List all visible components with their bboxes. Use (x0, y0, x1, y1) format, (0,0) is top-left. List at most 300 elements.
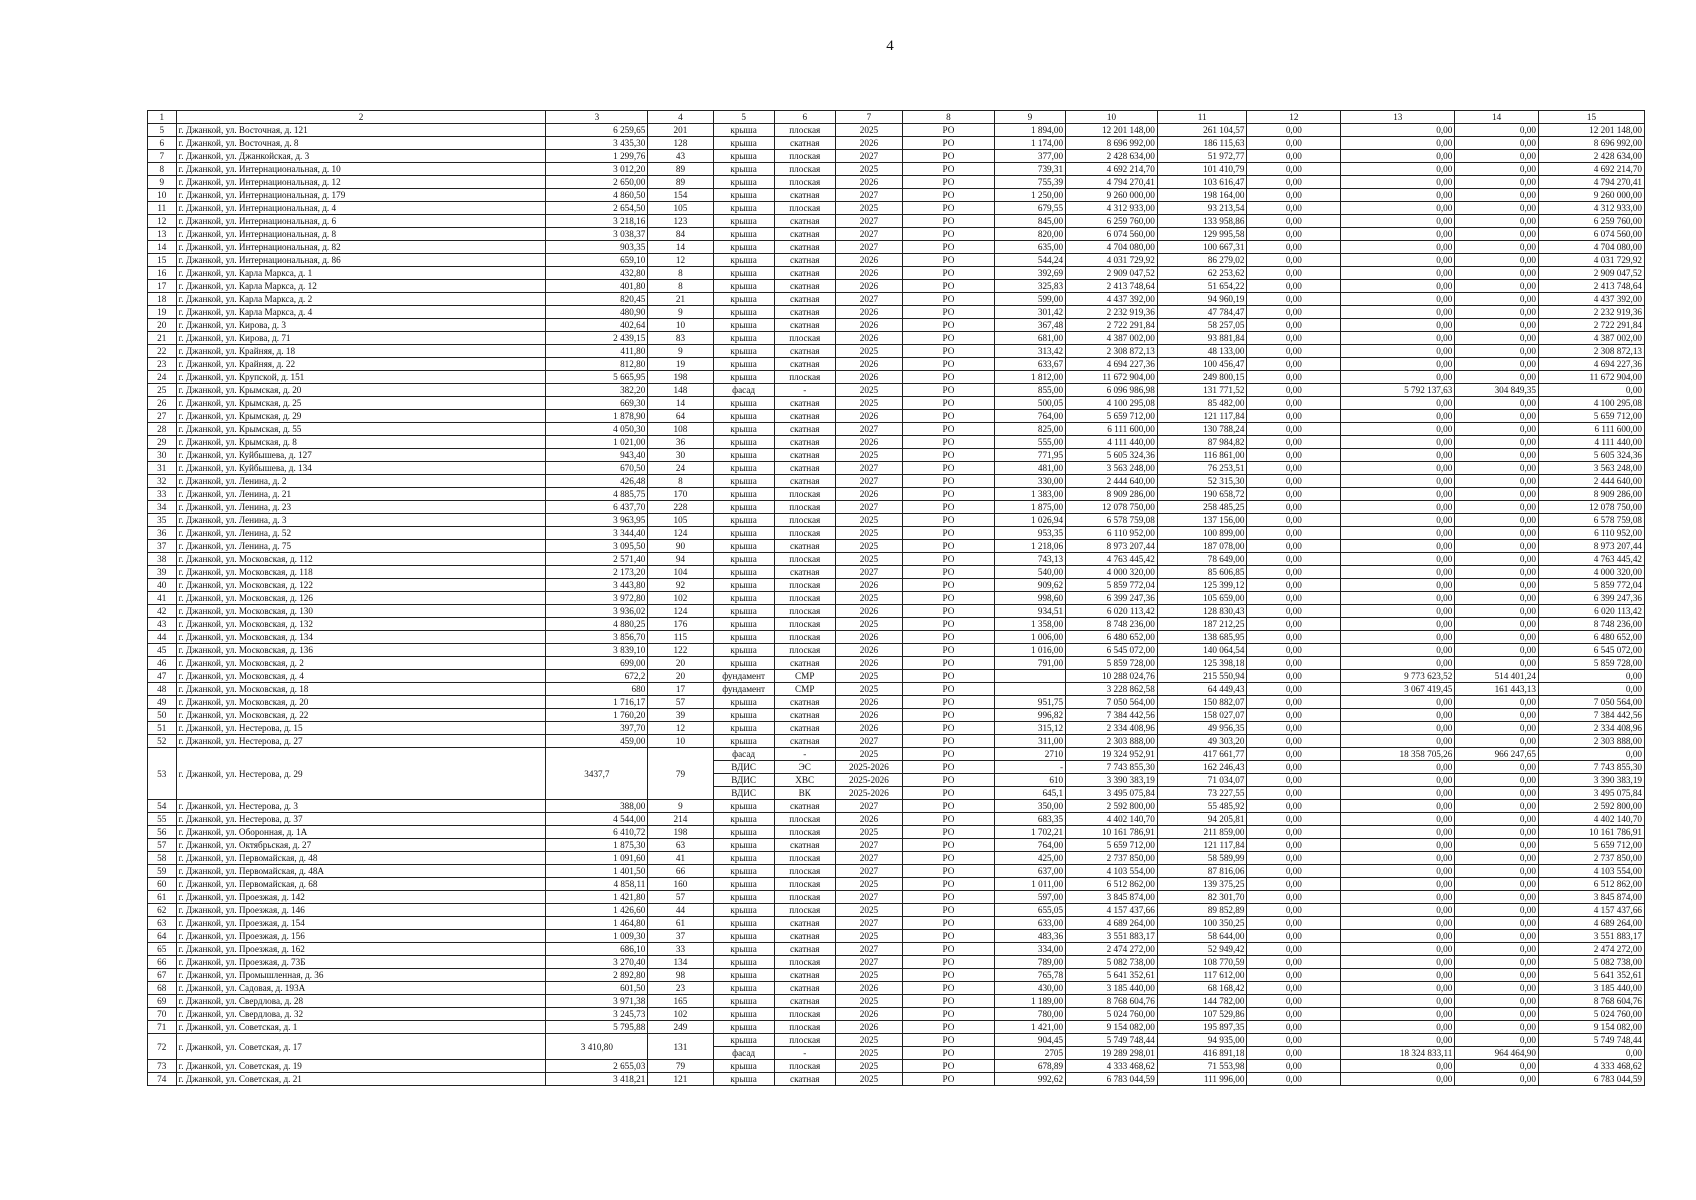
table-cell: 108 (648, 423, 713, 436)
table-cell: 2027 (835, 891, 902, 904)
table-cell: г. Джанкой, ул. Интернациональная, д. 6 (176, 215, 546, 228)
table-cell: крыша (713, 1021, 774, 1034)
table-cell: плоская (774, 501, 835, 514)
table-cell: 64 (648, 410, 713, 423)
table-cell: скатная (774, 267, 835, 280)
table-cell: 0,00 (1247, 618, 1341, 631)
table-cell: 5 859 728,00 (1538, 657, 1644, 670)
table-cell: плоская (774, 124, 835, 137)
table-cell: 1 009,30 (546, 930, 648, 943)
table-cell: 1 174,00 (994, 137, 1065, 150)
table-cell: 0,00 (1247, 280, 1341, 293)
table-cell: 128 (648, 137, 713, 150)
table-cell: РО (903, 774, 995, 787)
table-cell: крыша (713, 631, 774, 644)
table-cell: 4 437 392,00 (1066, 293, 1158, 306)
table-cell: 19 289 298,01 (1066, 1047, 1158, 1060)
table-cell: 0,00 (1341, 618, 1455, 631)
table-row (148, 267, 1645, 280)
table-cell: 144 782,00 (1157, 995, 1247, 1008)
table-cell: 2026 (835, 631, 902, 644)
table-cell: крыша (713, 345, 774, 358)
table-cell: РО (903, 514, 995, 527)
table-row (148, 371, 1645, 384)
table-cell: 52 315,30 (1157, 475, 1247, 488)
table-row (148, 358, 1645, 371)
table-row (148, 618, 1645, 631)
table-cell: 1 021,00 (546, 436, 648, 449)
table-cell: 190 658,72 (1157, 488, 1247, 501)
table-cell: крыша (713, 540, 774, 553)
column-header: 4 (648, 111, 713, 124)
table-cell: г. Джанкой, ул. Проезжая, д. 146 (176, 904, 546, 917)
table-row (148, 657, 1645, 670)
table-cell: крыша (713, 501, 774, 514)
table-row (148, 969, 1645, 982)
table-cell: 0,00 (1247, 254, 1341, 267)
table-cell: 9 154 082,00 (1538, 1021, 1644, 1034)
table-cell: 86 279,02 (1157, 254, 1247, 267)
table-row (148, 280, 1645, 293)
table-cell: РО (903, 709, 995, 722)
table-cell: 8 (648, 267, 713, 280)
table-cell: 1 250,00 (994, 189, 1065, 202)
table-cell: г. Джанкой, ул. Куйбышева, д. 134 (176, 462, 546, 475)
table-cell: 27 (148, 410, 177, 423)
table-cell: 0,00 (1341, 514, 1455, 527)
table-cell: 0,00 (1247, 735, 1341, 748)
table-cell: 2 722 291,84 (1066, 319, 1158, 332)
table-cell: 313,42 (994, 345, 1065, 358)
table-cell: крыша (713, 852, 774, 865)
table-cell: 0,00 (1455, 865, 1539, 878)
table-cell: РО (903, 722, 995, 735)
table-cell: 8 909 286,00 (1538, 488, 1644, 501)
table-cell: 0,00 (1341, 839, 1455, 852)
table-cell: скатная (774, 228, 835, 241)
table-cell: 0,00 (1247, 410, 1341, 423)
table-cell: 125 399,12 (1157, 579, 1247, 592)
table-cell: 48 (148, 683, 177, 696)
table-cell: 2 308 872,13 (1066, 345, 1158, 358)
table-cell: 2026 (835, 358, 902, 371)
table-row (148, 540, 1645, 553)
table-cell: РО (903, 137, 995, 150)
table-cell: 2027 (835, 501, 902, 514)
table-cell: 20 (648, 670, 713, 683)
repair-schedule-table (147, 110, 1645, 1086)
table-cell: 137 156,00 (1157, 514, 1247, 527)
table-cell: 78 649,00 (1157, 553, 1247, 566)
table-cell: г. Джанкой, ул. Московская, д. 126 (176, 592, 546, 605)
table-cell: 425,00 (994, 852, 1065, 865)
table-cell: РО (903, 462, 995, 475)
table-cell: 70 (148, 1008, 177, 1021)
table-cell: г. Джанкой, ул. Крымская, д. 25 (176, 397, 546, 410)
table-cell: РО (903, 475, 995, 488)
table-cell: 645,1 (994, 787, 1065, 800)
table-cell: РО (903, 397, 995, 410)
table-cell: 47 (148, 670, 177, 683)
table-cell: РО (903, 332, 995, 345)
table-cell: 0,00 (1455, 397, 1539, 410)
table-cell: 0,00 (1341, 436, 1455, 449)
table-cell: РО (903, 683, 995, 696)
table-cell: 2025 (835, 904, 902, 917)
table-cell: 83 (648, 332, 713, 345)
table-cell: скатная (774, 943, 835, 956)
table-cell: 0,00 (1455, 1008, 1539, 1021)
table-cell: 8 748 236,00 (1538, 618, 1644, 631)
table-cell: 25 (148, 384, 177, 397)
table-cell: 2 474 272,00 (1538, 943, 1644, 956)
table-cell: РО (903, 1021, 995, 1034)
table-cell: 36 (648, 436, 713, 449)
table-cell: ВДИС (713, 774, 774, 787)
table-cell: 377,00 (994, 150, 1065, 163)
table-cell: 72 (148, 1034, 177, 1060)
table-cell: РО (903, 618, 995, 631)
table-cell: 0,00 (1455, 163, 1539, 176)
table-cell: скатная (774, 410, 835, 423)
table-cell: 755,39 (994, 176, 1065, 189)
table-cell: 0,00 (1455, 267, 1539, 280)
table-cell: 4 103 554,00 (1538, 865, 1644, 878)
table-cell: крыша (713, 917, 774, 930)
table-cell: 9 154 082,00 (1066, 1021, 1158, 1034)
table-cell: 4 694 227,36 (1066, 358, 1158, 371)
table-cell: СМР (774, 683, 835, 696)
table-cell: 635,00 (994, 241, 1065, 254)
table-cell: крыша (713, 514, 774, 527)
table-cell: 3 435,30 (546, 137, 648, 150)
table-cell: 64 (148, 930, 177, 943)
table-cell: РО (903, 631, 995, 644)
table-cell: 100 667,31 (1157, 241, 1247, 254)
table-row (148, 995, 1645, 1008)
table-cell: 9 (648, 800, 713, 813)
table-cell: 791,00 (994, 657, 1065, 670)
table-cell: крыша (713, 1008, 774, 1021)
table-row (148, 1008, 1645, 1021)
table-cell: 0,00 (1455, 449, 1539, 462)
table-cell: плоская (774, 332, 835, 345)
table-cell: 0,00 (1247, 397, 1341, 410)
table-cell: 2025 (835, 1034, 902, 1047)
table-cell: 41 (148, 592, 177, 605)
table-cell: 0,00 (1455, 436, 1539, 449)
table-cell: г. Джанкой, ул. Карла Маркса, д. 1 (176, 267, 546, 280)
table-cell: крыша (713, 839, 774, 852)
table-cell: 0,00 (1247, 150, 1341, 163)
table-cell: крыша (713, 488, 774, 501)
table-cell: РО (903, 384, 995, 397)
table-cell: 3 270,40 (546, 956, 648, 969)
table-cell: 215 550,94 (1157, 670, 1247, 683)
table-cell: РО (903, 670, 995, 683)
table-cell: г. Джанкой, ул. Московская, д. 18 (176, 683, 546, 696)
table-cell: 0,00 (1341, 488, 1455, 501)
table-cell: фасад (713, 1047, 774, 1060)
table-cell: 2 592 800,00 (1538, 800, 1644, 813)
header-row (148, 111, 1645, 124)
table-cell: плоская (774, 176, 835, 189)
table-cell: 2026 (835, 657, 902, 670)
table-cell: скатная (774, 397, 835, 410)
table-cell: 0,00 (1455, 735, 1539, 748)
table-cell: крыша (713, 1073, 774, 1086)
table-cell: 2 413 748,64 (1066, 280, 1158, 293)
table-cell: 165 (648, 995, 713, 1008)
table-cell: 0,00 (1455, 1021, 1539, 1034)
table-cell: скатная (774, 696, 835, 709)
table-cell: 0,00 (1455, 605, 1539, 618)
table-cell: 481,00 (994, 462, 1065, 475)
table-cell: 76 253,51 (1157, 462, 1247, 475)
table-cell: РО (903, 969, 995, 982)
table-cell: 6 512 862,00 (1538, 878, 1644, 891)
table-cell: г. Джанкой, ул. Интернациональная, д. 10 (176, 163, 546, 176)
page-number: 4 (886, 38, 894, 54)
table-cell: 98 (648, 969, 713, 982)
table-cell: 0,00 (1341, 241, 1455, 254)
table-cell: 0,00 (1341, 761, 1455, 774)
table-cell: 304 849,35 (1455, 384, 1539, 397)
table-cell: г. Джанкой, ул. Нестерова, д. 3 (176, 800, 546, 813)
table-cell: плоская (774, 618, 835, 631)
table-cell: 2026 (835, 436, 902, 449)
table-cell: 7 (148, 150, 177, 163)
table-cell: 680 (546, 683, 648, 696)
table-cell: 0,00 (1341, 956, 1455, 969)
table-cell: 0,00 (1247, 267, 1341, 280)
table-cell: скатная (774, 1073, 835, 1086)
table-cell: ЭС (774, 761, 835, 774)
table-cell: 130 788,24 (1157, 423, 1247, 436)
table-cell: 3 495 075,84 (1538, 787, 1644, 800)
table-cell: 2025 (835, 670, 902, 683)
table-row (148, 826, 1645, 839)
table-row (148, 436, 1645, 449)
table-cell: г. Джанкой, ул. Ленина, д. 52 (176, 527, 546, 540)
table-cell: г. Джанкой, ул. Садовая, д. 193А (176, 982, 546, 995)
table-cell: 6 545 072,00 (1538, 644, 1644, 657)
table-cell: плоская (774, 631, 835, 644)
table-cell: 2026 (835, 410, 902, 423)
table-cell: РО (903, 657, 995, 670)
table-cell: г. Джанкой, ул. Оборонная, д. 1А (176, 826, 546, 839)
table-cell: крыша (713, 956, 774, 969)
table-cell: 105 659,00 (1157, 592, 1247, 605)
table-cell: скатная (774, 345, 835, 358)
column-header: 11 (1157, 111, 1247, 124)
table-cell: крыша (713, 215, 774, 228)
table-cell: 2026 (835, 696, 902, 709)
table-cell: крыша (713, 475, 774, 488)
table-cell: 4 704 080,00 (1538, 241, 1644, 254)
table-cell: 0,00 (1341, 176, 1455, 189)
table-cell: плоская (774, 163, 835, 176)
table-cell: 0,00 (1247, 579, 1341, 592)
table-cell: г. Джанкой, ул. Интернациональная, д. 12 (176, 176, 546, 189)
table-cell: 4 333 468,62 (1538, 1060, 1644, 1073)
table-cell: 129 995,58 (1157, 228, 1247, 241)
table-cell: 42 (148, 605, 177, 618)
table-cell: 2026 (835, 1008, 902, 1021)
table-cell: 0,00 (1455, 280, 1539, 293)
table-cell: плоская (774, 1021, 835, 1034)
table-cell: 12 078 750,00 (1538, 501, 1644, 514)
table-cell: 0,00 (1455, 293, 1539, 306)
table-cell: 0,00 (1247, 332, 1341, 345)
table-cell: г. Джанкой, ул. Восточная, д. 8 (176, 137, 546, 150)
table-cell: 0,00 (1341, 254, 1455, 267)
table-cell: 187 212,25 (1157, 618, 1247, 631)
column-header: 1 (148, 111, 177, 124)
table-cell: 672,2 (546, 670, 648, 683)
table-cell: 38 (148, 553, 177, 566)
table-cell: 30 (148, 449, 177, 462)
table-cell: 820,45 (546, 293, 648, 306)
table-cell: 37 (148, 540, 177, 553)
table-cell: 2026 (835, 137, 902, 150)
table-cell: крыша (713, 449, 774, 462)
table-cell: скатная (774, 137, 835, 150)
table-cell: 0,00 (1247, 943, 1341, 956)
table-cell: 0,00 (1341, 813, 1455, 826)
table-cell: 3 845 874,00 (1066, 891, 1158, 904)
table-cell: 0,00 (1247, 995, 1341, 1008)
table-cell: крыша (713, 267, 774, 280)
table-cell: 4 000 320,00 (1066, 566, 1158, 579)
table-cell: 3 443,80 (546, 579, 648, 592)
table-cell: г. Джанкой, ул. Карла Маркса, д. 12 (176, 280, 546, 293)
table-cell: крыша (713, 891, 774, 904)
table-cell: 63 (648, 839, 713, 852)
table-cell: 0,00 (1341, 306, 1455, 319)
table-cell: 1 875,30 (546, 839, 648, 852)
table-cell: г. Джанкой, ул. Ленина, д. 2 (176, 475, 546, 488)
table-cell: 0,00 (1247, 319, 1341, 332)
table-cell: 2025 (835, 618, 902, 631)
table-cell: 780,00 (994, 1008, 1065, 1021)
table-cell: 4 794 270,41 (1066, 176, 1158, 189)
table-cell: 0,00 (1341, 293, 1455, 306)
table-cell: РО (903, 995, 995, 1008)
table-cell: г. Джанкой, ул. Московская, д. 118 (176, 566, 546, 579)
table-cell: 28 (148, 423, 177, 436)
table-cell: скатная (774, 566, 835, 579)
table-cell: 124 (648, 605, 713, 618)
table-cell: РО (903, 579, 995, 592)
table-cell: 21 (148, 332, 177, 345)
table-cell: 2026 (835, 579, 902, 592)
table-cell: 79 (648, 748, 713, 800)
table-cell: плоская (774, 371, 835, 384)
table-cell: 161 443,13 (1455, 683, 1539, 696)
table-cell: 599,00 (994, 293, 1065, 306)
table-cell: 0,00 (1247, 670, 1341, 683)
table-cell: 4 157 437,66 (1066, 904, 1158, 917)
table-cell: 0,00 (1247, 696, 1341, 709)
table-cell: 0,00 (1341, 605, 1455, 618)
table-cell: фундамент (713, 683, 774, 696)
table-cell: 3 218,16 (546, 215, 648, 228)
table-cell: РО (903, 592, 995, 605)
table-cell: 2027 (835, 865, 902, 878)
table-cell: 334,00 (994, 943, 1065, 956)
table-cell: 6 783 044,59 (1066, 1073, 1158, 1086)
table-cell: крыша (713, 969, 774, 982)
table-cell: 2026 (835, 306, 902, 319)
table-cell: РО (903, 800, 995, 813)
table-cell: г. Джанкой, ул. Октябрьская, д. 27 (176, 839, 546, 852)
table-cell: г. Джанкой, ул. Крупской, д. 151 (176, 371, 546, 384)
table-cell: 3 551 883,17 (1538, 930, 1644, 943)
table-cell: 122 (648, 644, 713, 657)
table-cell: 44 (648, 904, 713, 917)
table-cell: 6 783 044,59 (1538, 1073, 1644, 1086)
table-cell: 60 (148, 878, 177, 891)
table-cell: 845,00 (994, 215, 1065, 228)
table-cell: 66 (148, 956, 177, 969)
table-cell: 2 909 047,52 (1066, 267, 1158, 280)
table-cell: 0,00 (1247, 917, 1341, 930)
table-cell: 4 031 729,92 (1538, 254, 1644, 267)
table-cell: 0,00 (1455, 852, 1539, 865)
table-cell: 170 (648, 488, 713, 501)
table-cell: 3 971,38 (546, 995, 648, 1008)
table-cell: 0,00 (1455, 709, 1539, 722)
table-row (148, 722, 1645, 735)
table-cell: 2025 (835, 553, 902, 566)
table-cell: 3 936,02 (546, 605, 648, 618)
table-cell: 2710 (994, 748, 1065, 761)
table-cell: 0,00 (1455, 644, 1539, 657)
table-cell: РО (903, 1034, 995, 1047)
table-cell: фасад (713, 384, 774, 397)
table-cell: крыша (713, 423, 774, 436)
table-cell: 19 324 952,91 (1066, 748, 1158, 761)
table-cell: 85 482,00 (1157, 397, 1247, 410)
table-cell: 50 (148, 709, 177, 722)
table-cell: г. Джанкой, ул. Интернациональная, д. 179 (176, 189, 546, 202)
table-cell: 24 (648, 462, 713, 475)
table-cell: 3 856,70 (546, 631, 648, 644)
table-cell: 2025-2026 (835, 761, 902, 774)
table-cell: РО (903, 696, 995, 709)
table-cell: 6 259 760,00 (1066, 215, 1158, 228)
table-cell: крыша (713, 176, 774, 189)
table-cell: 500,05 (994, 397, 1065, 410)
table-row (148, 878, 1645, 891)
table-cell: 0,00 (1538, 748, 1644, 761)
table-cell: 426,48 (546, 475, 648, 488)
table-cell: крыша (713, 228, 774, 241)
table-cell: 5 082 738,00 (1066, 956, 1158, 969)
table-cell: 36 (148, 527, 177, 540)
table-cell: 1 026,94 (994, 514, 1065, 527)
table-cell: 5 749 748,44 (1066, 1034, 1158, 1047)
table-cell: 943,40 (546, 449, 648, 462)
table-cell: скатная (774, 306, 835, 319)
table-cell: скатная (774, 462, 835, 475)
table-cell: 0,00 (1341, 163, 1455, 176)
table-cell: 121 117,84 (1157, 839, 1247, 852)
table-cell: крыша (713, 462, 774, 475)
table-cell: РО (903, 865, 995, 878)
table-cell: 0,00 (1455, 917, 1539, 930)
